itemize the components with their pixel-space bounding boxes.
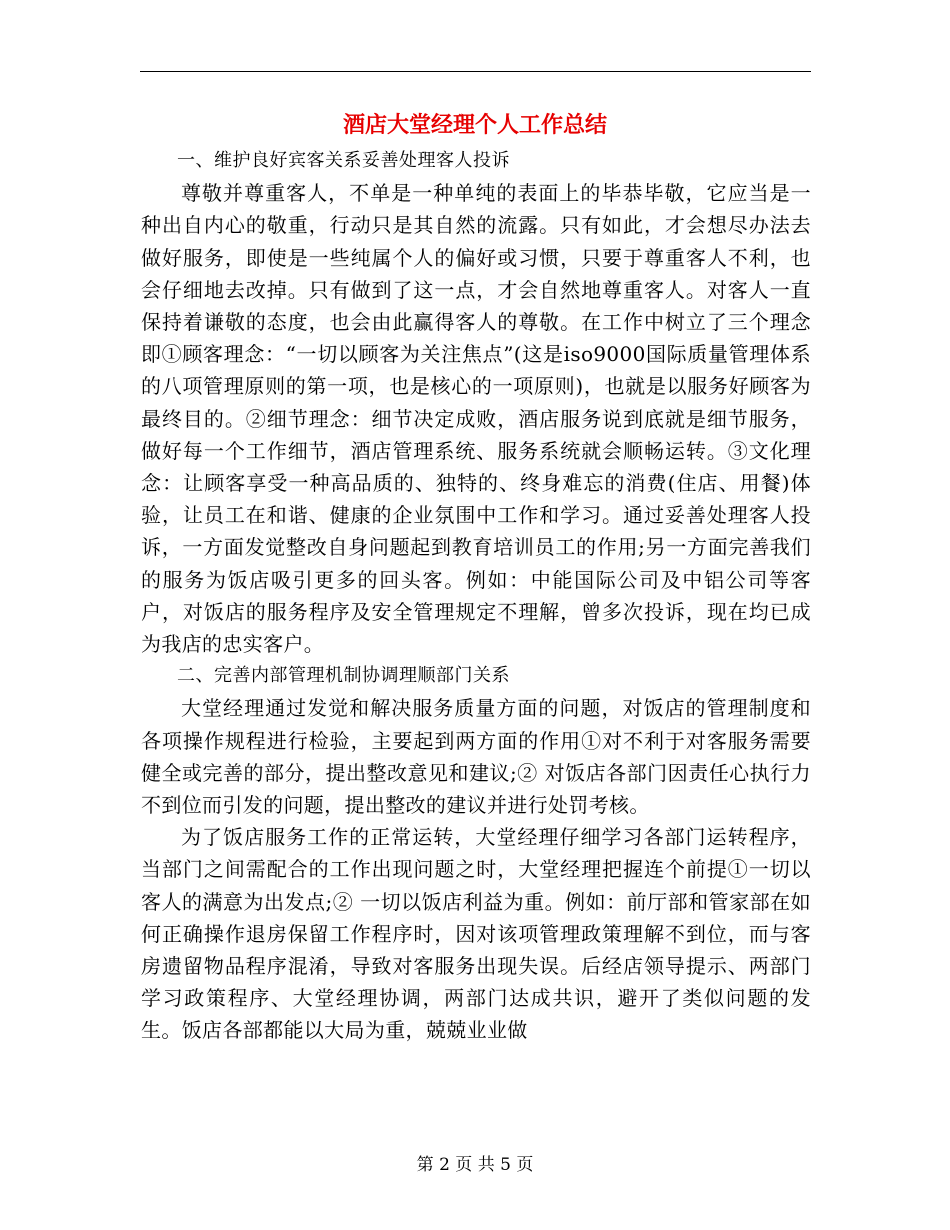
header-rule <box>140 71 811 72</box>
page-number-footer: 第 2 页 共 5 页 <box>416 1155 534 1175</box>
body-paragraph-1: 尊敬并尊重客人，不单是一种单纯的表面上的毕恭毕敬，它应当是一种出自内心的敬重，行动只是其自然的流露。只有如此，才会想尽办法去做好服务，即使是一些纯属个人的偏好或习惯，只要于尊重客人不利，也会仔细地去改掉。只有做到了这一点，才会自然地尊重客人。对客人一直保持着谦敬的态度，也会由此赢得客人的尊敬。在工作中树立了三个理念即①顾客理念：“一切以顾客为关注焦点”(这是iso9000国际质量管理体系的八项管理原则的第一项，也是核心的一项原则)，也就是以服务好顾客为最终目的。②细节理念：细节决定成败，酒店服务说到底就是细节服务，做好每一个工作细节，酒店管理系统、服务系统就会顺畅运转。③文化理念：让顾客享受一种高品质的、独特的、终身难忘的消费(住店、用餐)体验，让员工在和谐、健康的企业氛围中工作和学习。通过妥善处理客人投诉，一方面发觉整改自身问题起到教育培训员工的作用;另一方面完善我们的服务为饭店吸引更多的回头客。例如：中能国际公司及中铝公司等客户，对饭店的服务程序及安全管理规定不理解，曾多次投诉，现在均已成为我店的忠实客户。 <box>141 181 811 657</box>
document-body <box>141 145 811 1047</box>
section-heading-2: 二、完善内部管理机制协调理顺部门关系 <box>177 665 510 687</box>
document-title: 酒店大堂经理个人工作总结 <box>342 113 607 138</box>
body-paragraph-2: 大堂经理通过发觉和解决服务质量方面的问题，对饭店的管理制度和各项操作规程进行检验，主要起到两方面的作用①对不利于对客服务需要健全或完善的部分，提出整改意见和建议;② 对饭店各部门因责任心执行力不到位而引发的问题，提出整改的建议并进行处罚考核。 <box>141 696 811 818</box>
body-paragraph-3: 为了饭店服务工作的正常运转，大堂经理仔细学习各部门运转程序，当部门之间需配合的工作出现问题之时，大堂经理把握连个前提①一切以客人的满意为出发点;② 一切以饭店利益为重。例如：前厅部和管家部在如何正确操作退房保留工作程序时，因对该项管理政策理解不到位，而与客房遗留物品程序混淆，导致对客服务出现失误。后经店领导提示、两部门学习政策程序、大堂经理协调，两部门达成共识，避开了类似问题的发生。饭店各部都能以大局为重，兢兢业业做 <box>141 825 811 1043</box>
section-heading-1: 一、维护良好宾客关系妥善处理客人投诉 <box>177 150 510 171</box>
